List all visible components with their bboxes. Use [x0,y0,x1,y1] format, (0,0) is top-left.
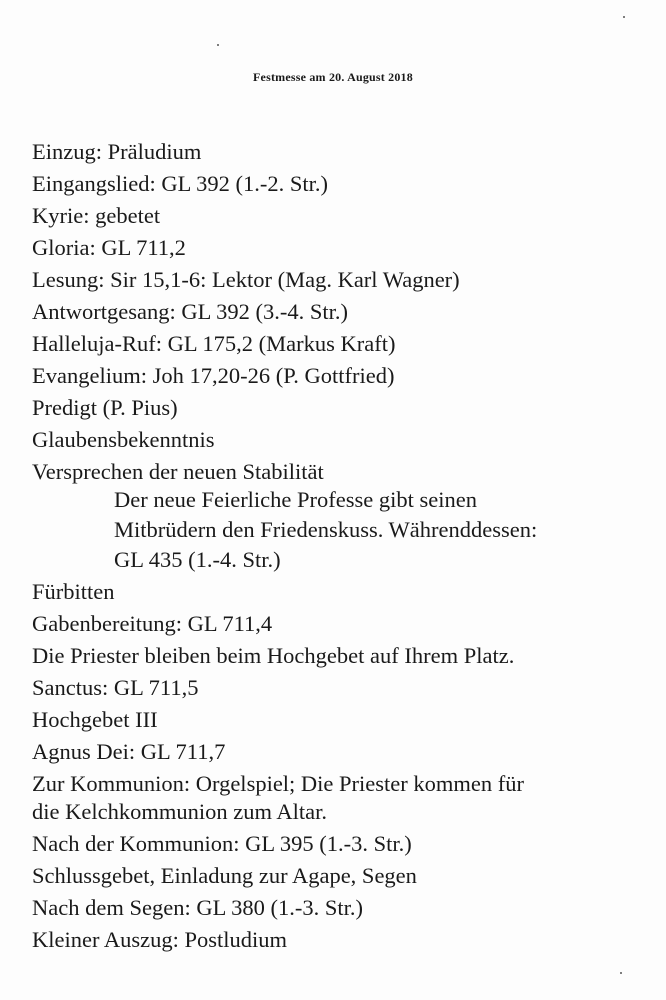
program-line-halleluja: Halleluja-Ruf: GL 175,2 (Markus Kraft) [32,331,396,356]
program-line-kelchkommunion: die Kelchkommunion zum Altar. [32,799,327,824]
program-subline-friedenskuss: Mitbrüdern den Friedenskuss. Währenddessen: [114,517,538,542]
program-subline-gl435: GL 435 (1.-4. Str.) [114,547,281,572]
program-line-fuerbitten: Fürbitten [32,579,115,604]
program-line-einzug: Einzug: Präludium [32,139,202,164]
program-line-gloria: Gloria: GL 711,2 [32,235,186,260]
program-line-schlussgebet: Schlussgebet, Einladung zur Agape, Segen [32,863,417,888]
program-line-hochgebet: Hochgebet III [32,707,158,732]
program-line-antwortgesang: Antwortgesang: GL 392 (3.-4. Str.) [32,299,348,324]
program-line-versprechen: Versprechen der neuen Stabilität [32,459,324,484]
scan-speck [623,16,625,18]
scan-speck [620,972,622,974]
program-line-glaubensbekenntnis: Glaubensbekenntnis [32,427,215,452]
scan-speck [217,44,219,46]
program-line-gabenbereitung: Gabenbereitung: GL 711,4 [32,611,273,636]
program-line-kommunion: Zur Kommunion: Orgelspiel; Die Priester kommen für [32,771,525,796]
program-subline-professe: Der neue Feierliche Professe gibt seinen [114,487,477,512]
program-line-priester-hochgebet: Die Priester bleiben beim Hochgebet auf Ihrem Platz. [32,643,515,668]
program-line-evangelium: Evangelium: Joh 17,20-26 (P. Gottfried) [32,363,395,388]
program-line-auszug: Kleiner Auszug: Postludium [32,927,287,952]
program-line-agnus-dei: Agnus Dei: GL 711,7 [32,739,226,764]
program-line-predigt: Predigt (P. Pius) [32,395,178,420]
program-line-lesung: Lesung: Sir 15,1-6: Lektor (Mag. Karl Wagner) [32,267,460,292]
program-line-kyrie: Kyrie: gebetet [32,203,161,228]
program-line-eingangslied: Eingangslied: GL 392 (1.-2. Str.) [32,171,329,196]
program-line-nach-segen: Nach dem Segen: GL 380 (1.-3. Str.) [32,895,363,920]
program-line-sanctus: Sanctus: GL 711,5 [32,675,199,700]
document-title: Festmesse am 20. August 2018 [253,70,413,84]
program-line-nach-kommunion: Nach der Kommunion: GL 395 (1.-3. Str.) [32,831,412,856]
